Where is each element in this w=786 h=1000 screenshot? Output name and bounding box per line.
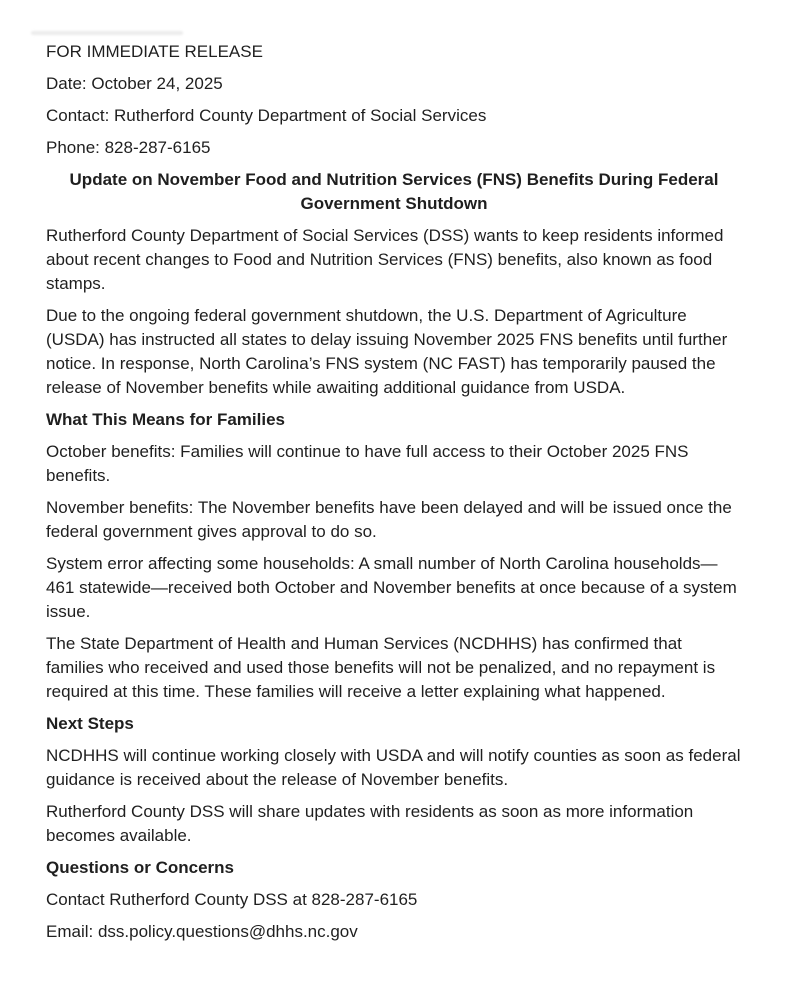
families-paragraph-system-error: System error affecting some households: A small number of North Carolina households—461 statewide—received both October and November benefits at once because of a system issue. <box>46 554 737 621</box>
families-paragraph-october: October benefits: Families will continue to have full access to their October 2025 FNS benefits. <box>46 442 689 485</box>
document-title: Update on November Food and Nutrition Services (FNS) Benefits During Federal Government Shutdown <box>69 170 719 213</box>
phone-line: Phone: 828-287-6165 <box>46 138 211 157</box>
intro-paragraph-2: Due to the ongoing federal government shutdown, the U.S. Department of Agriculture (USDA) has instructed all states to delay issuing November 2025 FNS benefits until further notice. In response, North Carolina’s FNS system (NC FAST) has temporarily paused the release of November benefits while awaiting additional guidance from USDA. <box>46 306 728 397</box>
questions-contact-line: Contact Rutherford County DSS at 828-287-6165 <box>46 890 418 909</box>
intro-paragraph-1: Rutherford County Department of Social Services (DSS) wants to keep residents informed about recent changes to Food and Nutrition Services (FNS) benefits, also known as food stamps. <box>46 226 724 293</box>
questions-email-line: Email: dss.policy.questions@dhhs.nc.gov <box>46 922 358 941</box>
date-line: Date: October 24, 2025 <box>46 74 223 93</box>
families-paragraph-november: November benefits: The November benefits have been delayed and will be issued once the federal government gives approval to do so. <box>46 498 732 541</box>
scan-smudge-artifact <box>31 31 183 35</box>
release-status-line: FOR IMMEDIATE RELEASE <box>46 42 263 61</box>
families-paragraph-ncdhhs: The State Department of Health and Human Services (NCDHHS) has confirmed that families who received and used those benefits will not be penalized, and no repayment is required at this time. These families will receive a letter explaining what happened. <box>46 634 716 701</box>
section-heading-next-steps: Next Steps <box>46 714 134 733</box>
contact-line: Contact: Rutherford County Department of Social Services <box>46 106 487 125</box>
next-steps-paragraph-1: NCDHHS will continue working closely with USDA and will notify counties as soon as federal guidance is received about the release of November benefits. <box>46 746 741 789</box>
next-steps-paragraph-2: Rutherford County DSS will share updates with residents as soon as more information becomes available. <box>46 802 694 845</box>
section-heading-questions: Questions or Concerns <box>46 858 234 877</box>
section-heading-families: What This Means for Families <box>46 410 285 429</box>
